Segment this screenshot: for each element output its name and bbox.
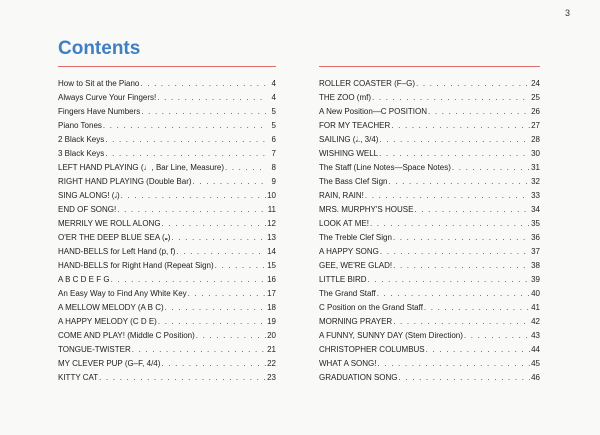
page-title: Contents — [58, 38, 141, 59]
toc-entry-page: 4 — [271, 93, 276, 102]
toc-dot-leader — [105, 133, 266, 147]
toc-entry — [319, 91, 540, 105]
toc-entry-title: A New Position—C POSITION — [319, 107, 428, 116]
toc-entry — [58, 91, 276, 105]
toc-entry — [319, 273, 540, 287]
toc-entry-page: 16 — [267, 275, 276, 284]
toc-entry-page: 24 — [531, 79, 540, 88]
toc-entry-title: COME AND PLAY! (Middle C Position) — [58, 331, 195, 340]
toc-dot-leader — [416, 77, 530, 91]
toc-entry — [58, 371, 276, 385]
toc-entry-title: CHRISTOPHER COLUMBUS — [319, 345, 425, 354]
toc-entry-page: 37 — [531, 247, 540, 256]
toc-entry — [319, 147, 540, 161]
toc-dot-leader — [424, 301, 530, 315]
toc-dot-leader — [426, 343, 530, 357]
toc-entry — [319, 287, 540, 301]
toc-dot-leader — [391, 119, 530, 133]
toc-dot-leader — [171, 231, 266, 245]
toc-entry-page: 34 — [531, 205, 540, 214]
toc-dot-leader — [414, 203, 530, 217]
toc-entry — [319, 315, 540, 329]
toc-dot-leader — [379, 147, 530, 161]
toc-entry-title: An Easy Way to Find Any White Key — [58, 289, 187, 298]
toc-entry-title: The Bass Clef Sign — [319, 177, 388, 186]
toc-entry-title: SAILING (𝅗𝅥., 3/4) — [319, 135, 379, 144]
toc-entry-page: 12 — [267, 219, 276, 228]
toc-dot-leader — [111, 273, 266, 287]
toc-entry — [58, 217, 276, 231]
toc-left-column — [58, 77, 276, 385]
toc-dot-leader — [393, 259, 530, 273]
toc-entry-title: ROLLER COASTER (F–G) — [319, 79, 416, 88]
toc-dot-leader — [380, 245, 530, 259]
toc-entry — [319, 329, 540, 343]
toc-entry-title: TONGUE-TWISTER — [58, 345, 131, 354]
toc-entry — [319, 133, 540, 147]
toc-entry-page: 11 — [267, 205, 276, 214]
toc-entry — [58, 231, 276, 245]
toc-entry — [58, 287, 276, 301]
toc-entry-title: SING ALONG! (𝅗𝅥) — [58, 191, 120, 200]
toc-entry-title: How to Sit at the Piano — [58, 79, 140, 88]
toc-entry-page: 44 — [531, 345, 540, 354]
toc-entry-title: A FUNNY, SUNNY DAY (Stem Direction) — [319, 331, 463, 340]
toc-dot-leader — [99, 371, 266, 385]
toc-entry — [58, 161, 276, 175]
toc-dot-leader — [188, 287, 266, 301]
toc-dot-leader — [377, 287, 530, 301]
toc-entry-page: 13 — [267, 233, 276, 242]
toc-entry-title: LOOK AT ME! — [319, 219, 369, 228]
toc-entry-page: 20 — [267, 331, 276, 340]
toc-entry-title: A HAPPY MELODY (C D E) — [58, 317, 157, 326]
toc-entry-title: MERRILY WE ROLL ALONG — [58, 219, 161, 228]
toc-entry-title: WHAT A SONG! — [319, 359, 377, 368]
toc-entry — [58, 329, 276, 343]
toc-dot-leader — [141, 105, 266, 119]
toc-entry-page: 30 — [531, 149, 540, 158]
toc-dot-leader — [372, 91, 530, 105]
toc-entry — [319, 217, 540, 231]
toc-entry-page: 15 — [267, 261, 276, 270]
toc-dot-leader — [393, 315, 530, 329]
toc-entry-page: 5 — [271, 107, 276, 116]
toc-dot-leader — [176, 245, 266, 259]
toc-dot-leader — [193, 175, 266, 189]
toc-entry-title: HAND-BELLS for Right Hand (Repeat Sign) — [58, 261, 214, 270]
toc-entry-page: 9 — [271, 177, 276, 186]
toc-entry-title: Piano Tones — [58, 121, 102, 130]
toc-entry-title: A B C D E F G — [58, 275, 110, 284]
toc-entry-page: 6 — [271, 135, 276, 144]
toc-entry — [58, 77, 276, 91]
toc-entry-page: 31 — [531, 163, 540, 172]
toc-entry-title: GEE, WE'RE GLAD! — [319, 261, 393, 270]
toc-entry-title: THE ZOO (mf) — [319, 93, 371, 102]
toc-entry-title: END OF SONG! — [58, 205, 117, 214]
toc-entry — [58, 119, 276, 133]
toc-entry-title: A HAPPY SONG — [319, 247, 379, 256]
toc-entry-page: 26 — [531, 107, 540, 116]
toc-dot-leader — [370, 217, 530, 231]
toc-entry-title: KITTY CAT — [58, 373, 99, 382]
toc-entry — [319, 77, 540, 91]
toc-entry — [319, 301, 540, 315]
toc-entry-page: 27 — [531, 121, 540, 130]
toc-entry-title: FOR MY TEACHER — [319, 121, 391, 130]
toc-entry-page: 14 — [267, 247, 276, 256]
toc-dot-leader — [464, 329, 530, 343]
toc-entry — [58, 343, 276, 357]
toc-entry-page: 22 — [267, 359, 276, 368]
toc-entry-title: GRADUATION SONG — [319, 373, 398, 382]
toc-entry-title: The Treble Clef Sign — [319, 233, 392, 242]
toc-entry — [58, 203, 276, 217]
toc-entry-page: 23 — [267, 373, 276, 382]
toc-entry — [58, 105, 276, 119]
toc-entry — [319, 119, 540, 133]
toc-entry — [319, 175, 540, 189]
toc-entry-page: 7 — [271, 149, 276, 158]
toc-entry-title: O'ER THE DEEP BLUE SEA (𝅝) — [58, 233, 171, 242]
toc-dot-leader — [225, 161, 266, 175]
toc-entry-page: 39 — [531, 275, 540, 284]
toc-entry-title: HAND-BELLS for Left Hand (p, f) — [58, 247, 176, 256]
toc-dot-leader — [162, 217, 266, 231]
toc-entry-page: 33 — [531, 191, 540, 200]
toc-entry — [319, 105, 540, 119]
toc-dot-leader — [161, 357, 266, 371]
toc-entry — [58, 147, 276, 161]
page-number: 3 — [564, 8, 570, 18]
toc-entry-page: 38 — [531, 261, 540, 270]
toc-entry-page: 21 — [267, 345, 276, 354]
toc-entry-title: WISHING WELL — [319, 149, 379, 158]
toc-entry-title: The Staff (Line Notes—Space Notes) — [319, 163, 451, 172]
toc-dot-leader — [105, 147, 266, 161]
toc-entry-page: 45 — [531, 359, 540, 368]
toc-entry-page: 42 — [531, 317, 540, 326]
toc-entry-page: 43 — [531, 331, 540, 340]
toc-dot-leader — [158, 315, 266, 329]
toc-dot-leader — [165, 301, 266, 315]
toc-dot-leader — [103, 119, 266, 133]
toc-entry — [58, 357, 276, 371]
toc-entry-page: 40 — [531, 289, 540, 298]
toc-entry-page: 10 — [267, 191, 276, 200]
toc-dot-leader — [388, 175, 530, 189]
toc-dot-leader — [393, 231, 530, 245]
toc-dot-leader — [140, 77, 266, 91]
toc-entry — [319, 259, 540, 273]
toc-entry-title: The Grand Staff — [319, 289, 376, 298]
toc-dot-leader — [157, 91, 266, 105]
toc-dot-leader — [368, 273, 530, 287]
toc-entry — [58, 315, 276, 329]
toc-entry — [58, 273, 276, 287]
toc-entry-page: 19 — [267, 317, 276, 326]
toc-entry-page: 8 — [271, 163, 276, 172]
toc-entry-title: C Position on the Grand Staff — [319, 303, 423, 312]
toc-entry-title: Fingers Have Numbers — [58, 107, 141, 116]
toc-entry — [58, 175, 276, 189]
toc-entry-title: 3 Black Keys — [58, 149, 105, 158]
toc-entry — [58, 259, 276, 273]
toc-entry — [319, 189, 540, 203]
toc-entry-title: LITTLE BIRD — [319, 275, 367, 284]
toc-entry — [58, 301, 276, 315]
toc-dot-leader — [379, 133, 530, 147]
toc-entry-title: A MELLOW MELODY (A B C) — [58, 303, 164, 312]
toc-entry — [319, 161, 540, 175]
toc-right-column — [319, 77, 540, 385]
toc-dot-leader — [399, 371, 530, 385]
right-divider — [319, 66, 540, 67]
toc-entry — [58, 133, 276, 147]
toc-entry-title: MORNING PRAYER — [319, 317, 393, 326]
toc-entry-page: 17 — [267, 289, 276, 298]
toc-entry — [319, 245, 540, 259]
toc-entry-title: MRS. MURPHY'S HOUSE — [319, 205, 414, 214]
toc-entry — [319, 371, 540, 385]
toc-entry — [319, 203, 540, 217]
toc-entry — [319, 231, 540, 245]
toc-dot-leader — [428, 105, 530, 119]
toc-dot-leader — [215, 259, 266, 273]
toc-entry — [319, 357, 540, 371]
toc-entry-title: RAIN, RAIN! — [319, 191, 364, 200]
toc-entry — [58, 189, 276, 203]
toc-entry-title: RIGHT HAND PLAYING (Double Bar) — [58, 177, 192, 186]
toc-entry-page: 32 — [531, 177, 540, 186]
toc-entry-page: 35 — [531, 219, 540, 228]
toc-dot-leader — [196, 329, 266, 343]
toc-entry-page: 46 — [531, 373, 540, 382]
left-divider — [58, 66, 276, 67]
toc-entry-title: Always Curve Your Fingers! — [58, 93, 157, 102]
toc-entry-page: 36 — [531, 233, 540, 242]
toc-dot-leader — [132, 343, 266, 357]
toc-dot-leader — [117, 203, 266, 217]
toc-entry — [58, 245, 276, 259]
toc-entry-title: LEFT HAND PLAYING (♩, Bar Line, Measure) — [58, 163, 224, 172]
toc-dot-leader — [452, 161, 530, 175]
toc-dot-leader — [378, 357, 531, 371]
toc-entry-page: 18 — [267, 303, 276, 312]
toc-entry-page: 28 — [531, 135, 540, 144]
toc-entry — [319, 343, 540, 357]
toc-entry-page: 41 — [531, 303, 540, 312]
toc-entry-page: 4 — [271, 79, 276, 88]
toc-dot-leader — [121, 189, 266, 203]
toc-entry-page: 5 — [271, 121, 276, 130]
toc-entry-title: MY CLEVER PUP (G–F, 4/4) — [58, 359, 161, 368]
toc-dot-leader — [365, 189, 530, 203]
toc-entry-page: 25 — [531, 93, 540, 102]
toc-entry-title: 2 Black Keys — [58, 135, 105, 144]
